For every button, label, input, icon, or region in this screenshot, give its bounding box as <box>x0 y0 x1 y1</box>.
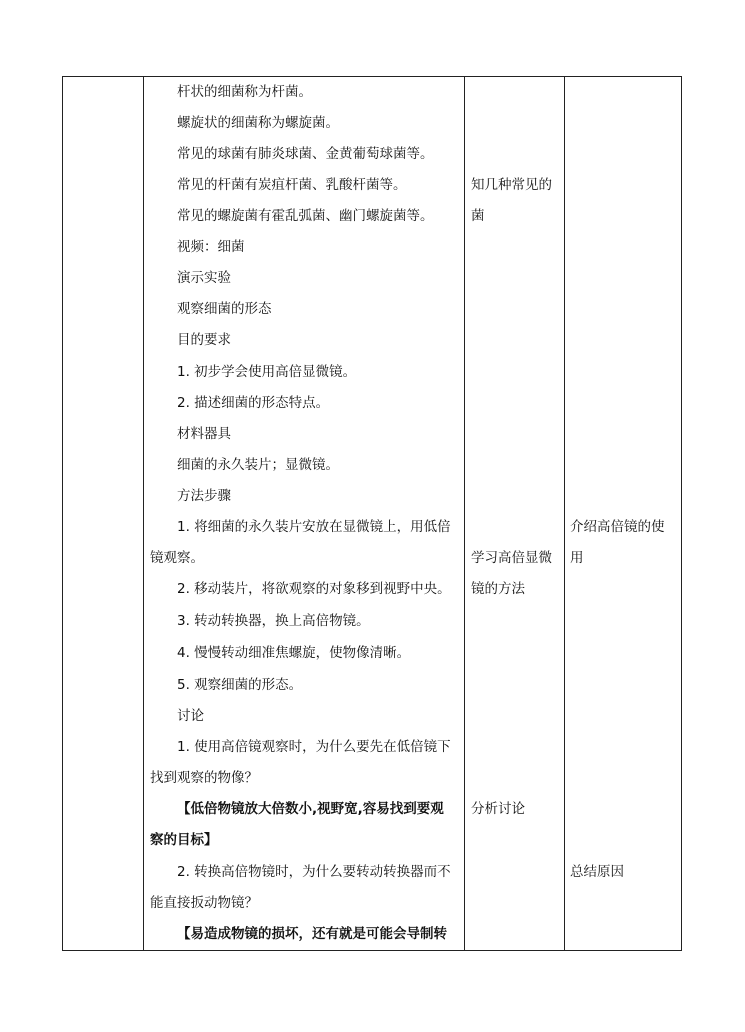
content-line: 2. 转换高倍物镜时，为什么要转动转换器而不 <box>177 864 451 880</box>
content-line: 2. 描述细菌的形态特点。 <box>177 395 330 411</box>
content-line: 1. 将细菌的永久装片安放在显微镜上，用低倍 <box>177 519 451 535</box>
answer-line: 察的目标】 <box>150 832 218 848</box>
intent-line: 介绍高倍镜的使 <box>570 519 665 535</box>
column-divider-1 <box>143 77 144 950</box>
answer-line: 【易造成物镜的损坏，还有就是可能会导制转 <box>177 926 447 942</box>
activity-line: 知几种常见的 <box>471 177 552 193</box>
content-line: 讨论 <box>177 708 204 724</box>
activity-line: 分析讨论 <box>471 801 525 817</box>
content-line: 视频：细菌 <box>177 239 245 255</box>
content-line: 找到观察的物像？ <box>150 770 258 786</box>
content-line: 常见的杆菌有炭疽杆菌、乳酸杆菌等。 <box>177 177 407 193</box>
content-line: 杆状的细菌称为杆菌。 <box>177 84 312 100</box>
intent-line: 总结原因 <box>570 864 624 880</box>
content-line: 细菌的永久装片；显微镜。 <box>177 457 339 473</box>
intent-line: 用 <box>570 550 584 566</box>
content-line: 观察细菌的形态 <box>177 301 272 317</box>
activity-line: 菌 <box>471 208 485 224</box>
column-divider-3 <box>564 77 565 950</box>
content-line: 2. 移动装片，将欲观察的对象移到视野中央。 <box>177 581 451 597</box>
content-line: 1. 初步学会使用高倍显微镜。 <box>177 364 357 380</box>
content-line: 常见的球菌有肺炎球菌、金黄葡萄球菌等。 <box>177 146 434 162</box>
content-line: 1. 使用高倍镜观察时，为什么要先在低倍镜下 <box>177 739 451 755</box>
column-divider-2 <box>464 77 465 950</box>
content-line: 5. 观察细菌的形态。 <box>177 677 303 693</box>
content-line: 方法步骤 <box>177 488 231 504</box>
content-line: 4. 慢慢转动细准焦螺旋，使物像清晰。 <box>177 645 411 661</box>
content-line: 3. 转动转换器，换上高倍物镜。 <box>177 613 370 629</box>
content-line: 常见的螺旋菌有霍乱弧菌、幽门螺旋菌等。 <box>177 208 434 224</box>
content-line: 能直接扳动物镜？ <box>150 895 258 911</box>
content-line: 螺旋状的细菌称为螺旋菌。 <box>177 115 339 131</box>
answer-line: 【低倍物镜放大倍数小,视野宽,容易找到要观 <box>177 801 444 817</box>
activity-line: 镜的方法 <box>471 581 525 597</box>
content-line: 材料器具 <box>177 426 231 442</box>
content-line: 镜观察。 <box>150 550 204 566</box>
activity-line: 学习高倍显微 <box>471 550 552 566</box>
content-line: 目的要求 <box>177 332 231 348</box>
content-line: 演示实验 <box>177 270 231 286</box>
